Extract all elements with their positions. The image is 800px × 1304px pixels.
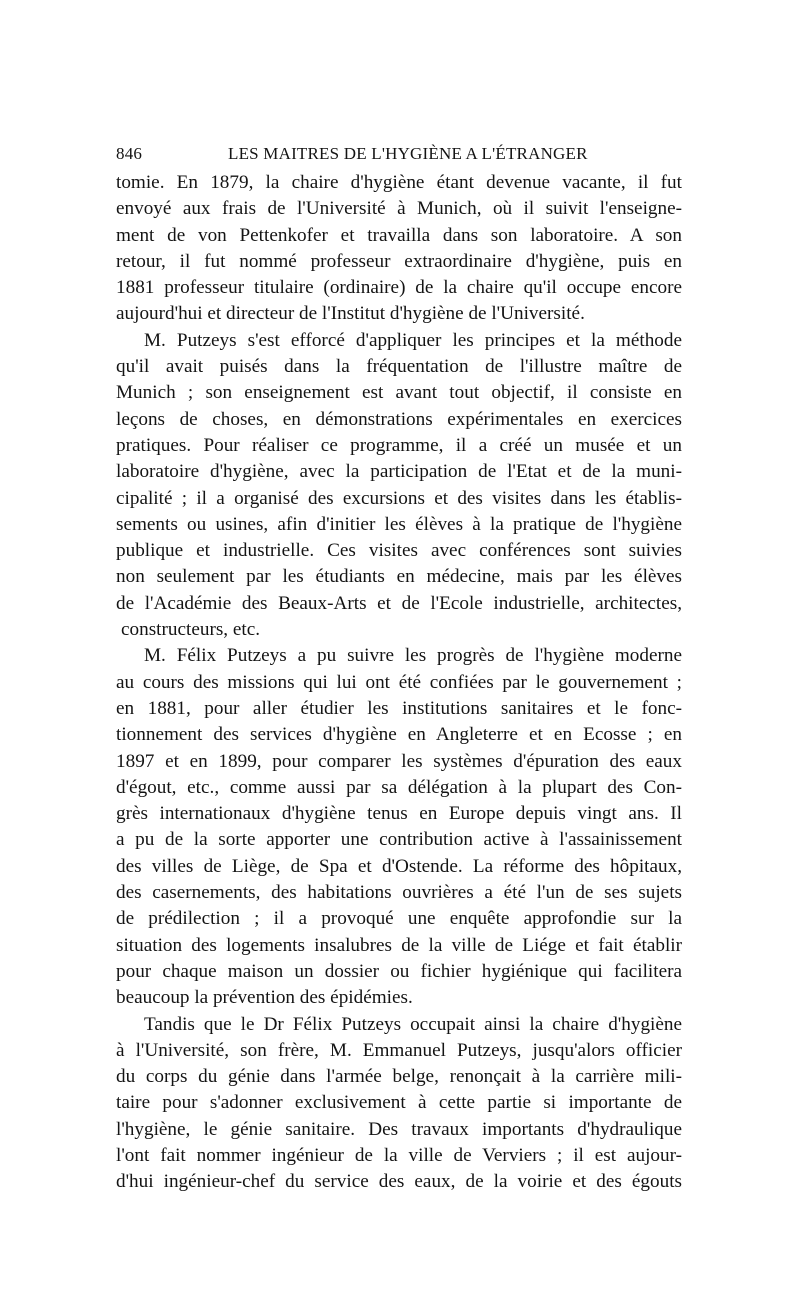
text-line: sements ou usines, afin d'initier les élèves à la pratique de l'hygiène (116, 513, 682, 535)
text-line: publique et industrielle. Ces visites avec conférences sont suivies (116, 540, 682, 562)
text-line: constructeurs, etc. (121, 619, 261, 641)
text-line: 1881 professeur titulaire (ordinaire) de la chaire qu'il occupe encore (116, 277, 682, 299)
text-line: en 1881, pour aller étudier les institutions sanitaires et le fonc- (116, 697, 682, 719)
text-line: beaucoup la prévention des épidémies. (116, 987, 413, 1009)
text-line: laboratoire d'hygiène, avec la participation de l'Etat et de la muni- (116, 461, 682, 483)
text-line: situation des logements insalubres de la ville de Liége et fait établir (116, 934, 682, 956)
text-line: d'hui ingénieur-chef du service des eaux, de la voirie et des égouts (116, 1171, 682, 1193)
text-line: d'égout, etc., comme aussi par sa délégation à la plupart des Con- (116, 776, 682, 798)
text-line: ment de von Pettenkofer et travailla dans son laboratoire. A son (116, 224, 682, 246)
text-line: cipalité ; il a organisé des excursions et des visites dans les établis- (116, 487, 682, 509)
text-line: retour, il fut nommé professeur extraordinaire d'hygiène, puis en (116, 250, 682, 272)
text-line: M. Félix Putzeys a pu suivre les progrès de l'hygiène moderne (144, 645, 682, 667)
text-line: envoyé aux frais de l'Université à Munich, où il suivit l'enseigne- (116, 198, 682, 220)
text-line: Tandis que le Dr Félix Putzeys occupait ainsi la chaire d'hygiène (144, 1013, 682, 1035)
paragraph (116, 1012, 682, 1196)
text-line: l'hygiène, le génie sanitaire. Des travaux importants d'hydraulique (116, 1118, 682, 1140)
text-line: l'ont fait nommer ingénieur de la ville de Verviers ; il est aujour- (116, 1144, 682, 1166)
text-line: des villes de Liège, de Spa et d'Ostende. La réforme des hôpitaux, (116, 855, 682, 877)
page-number: 846 (116, 144, 143, 163)
text-line: aujourd'hui et directeur de l'Institut d'hygiène de l'Université. (116, 303, 585, 325)
text-line: 1897 et en 1899, pour comparer les systèmes d'épuration des eaux (116, 750, 682, 772)
text-line: tionnement des services d'hygiène en Angleterre et en Ecosse ; en (116, 724, 682, 746)
text-line: non seulement par les étudiants en médecine, mais par les élèves (116, 566, 682, 588)
text-line: leçons de choses, en démonstrations expérimentales en exercices (116, 408, 682, 430)
paragraph (116, 328, 682, 644)
text-line: pour chaque maison un dossier ou fichier hygiénique qui facilitera (116, 960, 682, 982)
page-header (116, 144, 588, 172)
text-line: de l'Académie des Beaux-Arts et de l'Ecole industrielle, architectes, (116, 592, 682, 614)
text-line: au cours des missions qui lui ont été confiées par le gouvernement ; (116, 671, 682, 693)
text-line: tomie. En 1879, la chaire d'hygiène étant devenue vacante, il fut (116, 172, 682, 193)
text-line: des casernements, des habitations ouvrières a été l'un de ses sujets (116, 882, 682, 904)
text-line: Munich ; son enseignement est avant tout objectif, il consiste en (116, 382, 682, 404)
text-line: grès internationaux d'hygiène tenus en Europe depuis vingt ans. Il (116, 803, 682, 825)
paragraph (116, 170, 682, 328)
text-line: M. Putzeys s'est efforcé d'appliquer les principes et la méthode (144, 329, 682, 351)
text-line: de prédilection ; il a provoqué une enquête approfondie sur la (116, 908, 682, 930)
text-line: du corps du génie dans l'armée belge, renonçait à la carrière mili- (116, 1066, 682, 1088)
text-line: taire pour s'adonner exclusivement à cette partie si importante de (116, 1092, 682, 1114)
running-title: LES MAITRES DE L'HYGIÈNE A L'ÉTRANGER (228, 144, 588, 163)
body-text (116, 170, 682, 1196)
paragraph (116, 643, 682, 1011)
text-line: qu'il avait puisés dans la fréquentation de l'illustre maître de (116, 356, 682, 378)
text-line: pratiques. Pour réaliser ce programme, il a créé un musée et un (116, 434, 682, 456)
text-line: a pu de la sorte apporter une contribution active à l'assainissement (116, 829, 682, 851)
text-line: à l'Université, son frère, M. Emmanuel Putzeys, jusqu'alors officier (116, 1039, 682, 1061)
